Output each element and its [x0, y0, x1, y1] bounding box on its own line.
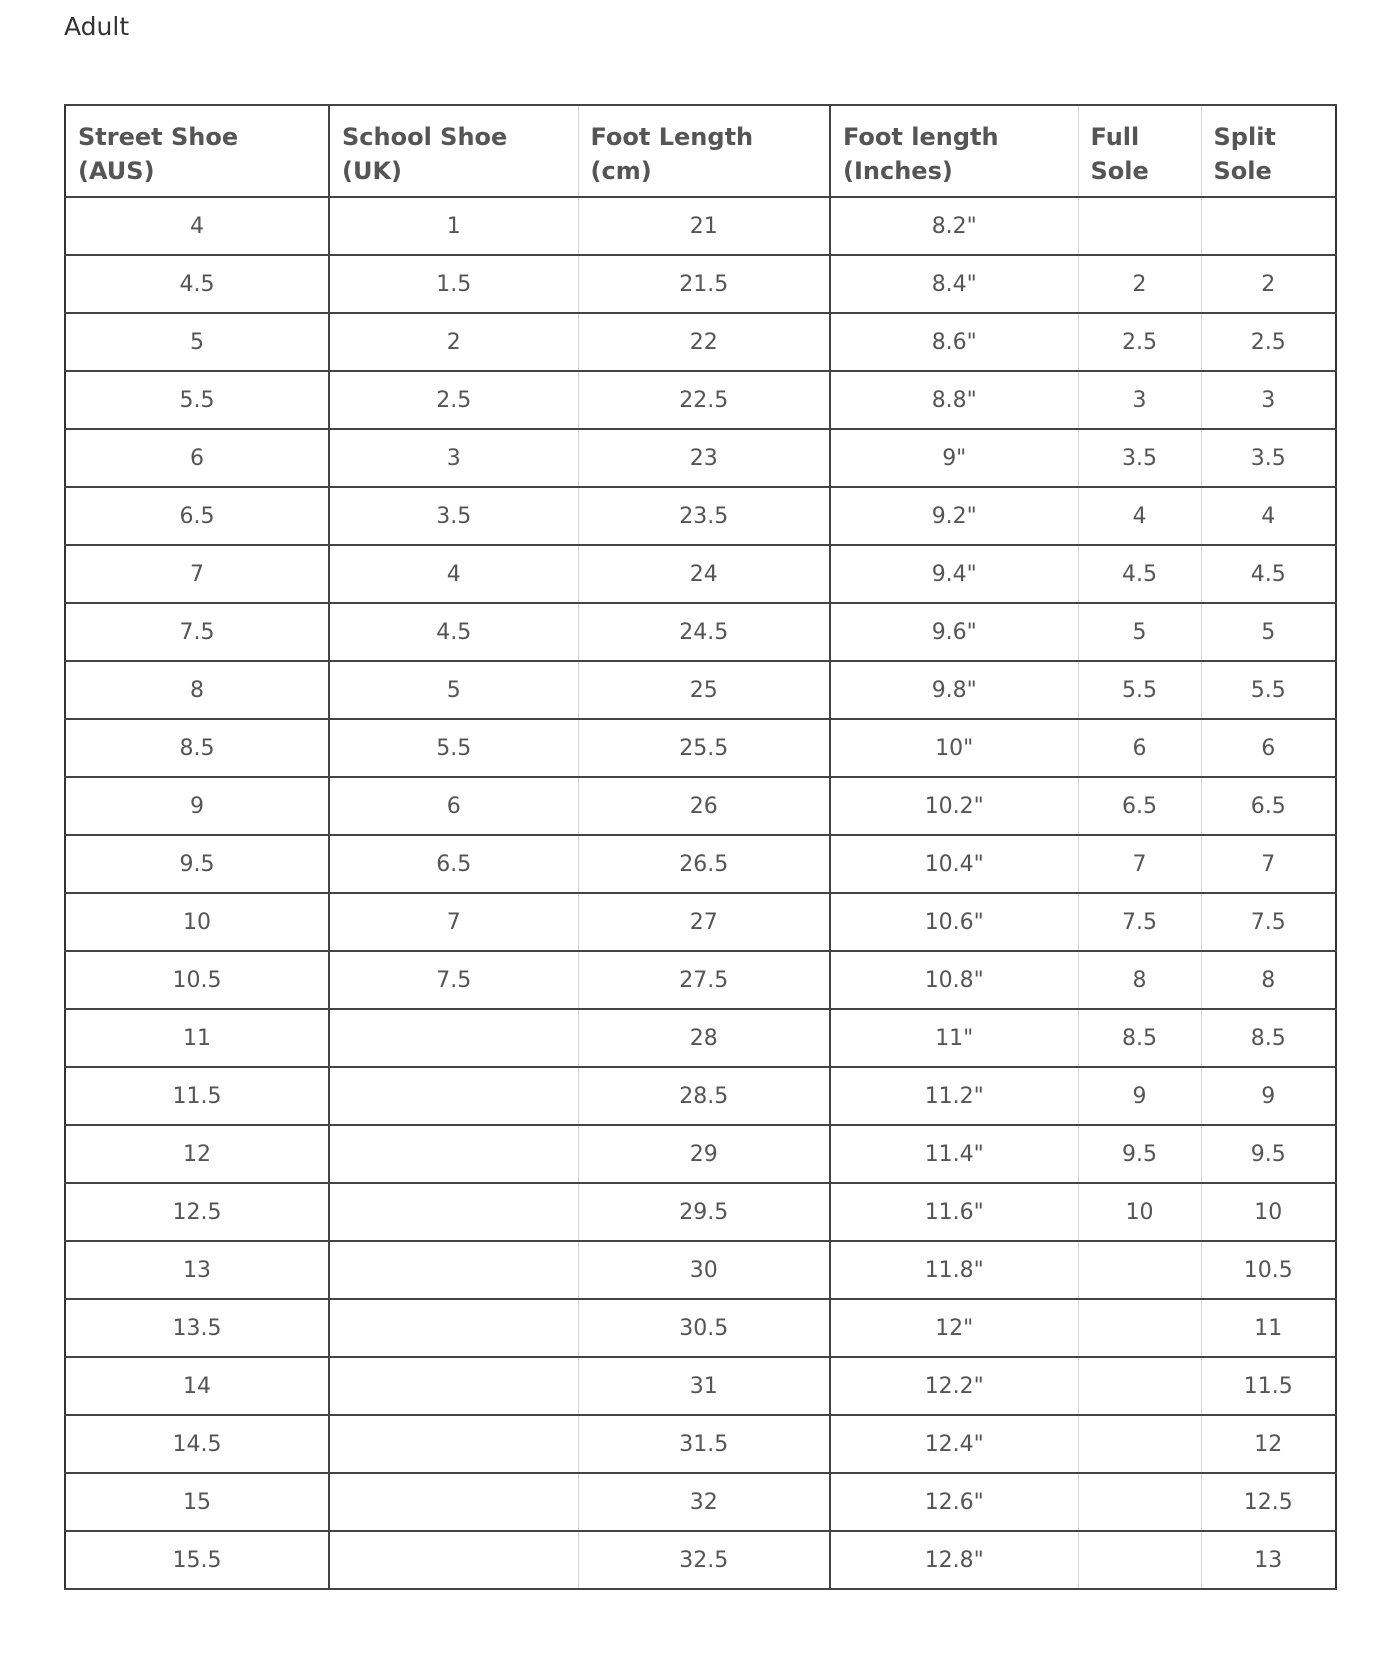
foot-length-cm-cell: 28.5 [578, 1067, 830, 1125]
street-shoe-cell: 13.5 [65, 1299, 329, 1357]
split-sole-cell: 5.5 [1201, 661, 1336, 719]
split-sole-cell: 11 [1201, 1299, 1336, 1357]
split-sole-cell: 6.5 [1201, 777, 1336, 835]
foot-length-cm-cell: 32.5 [578, 1531, 830, 1589]
header-foot-length-inches: Foot length (Inches) [830, 105, 1078, 197]
school-shoe-cell: 7.5 [329, 951, 578, 1009]
school-shoe-cell [329, 1183, 578, 1241]
school-shoe-cell: 1.5 [329, 255, 578, 313]
table-row [65, 1125, 1336, 1183]
foot-length-cm-cell: 26.5 [578, 835, 830, 893]
header-split-sole: Split Sole [1201, 105, 1336, 197]
foot-length-inches-cell: 11.8" [830, 1241, 1078, 1299]
full-sole-cell: 3 [1078, 371, 1201, 429]
foot-length-cm-cell: 31 [578, 1357, 830, 1415]
table-row [65, 835, 1336, 893]
full-sole-cell: 2.5 [1078, 313, 1201, 371]
split-sole-cell: 5 [1201, 603, 1336, 661]
table-row [65, 1531, 1336, 1589]
foot-length-inches-cell: 10.8" [830, 951, 1078, 1009]
size-chart-table [64, 104, 1337, 1590]
school-shoe-cell [329, 1357, 578, 1415]
table-row [65, 1009, 1336, 1067]
school-shoe-cell: 2.5 [329, 371, 578, 429]
foot-length-cm-cell: 21 [578, 197, 830, 255]
header-foot-length-cm: Foot Length (cm) [578, 105, 830, 197]
foot-length-inches-cell: 9" [830, 429, 1078, 487]
foot-length-cm-cell: 22.5 [578, 371, 830, 429]
school-shoe-cell: 4.5 [329, 603, 578, 661]
split-sole-cell: 12.5 [1201, 1473, 1336, 1531]
foot-length-cm-cell: 30.5 [578, 1299, 830, 1357]
street-shoe-cell: 15 [65, 1473, 329, 1531]
full-sole-cell: 2 [1078, 255, 1201, 313]
school-shoe-cell: 6 [329, 777, 578, 835]
full-sole-cell [1078, 1299, 1201, 1357]
split-sole-cell: 4.5 [1201, 545, 1336, 603]
full-sole-cell: 9.5 [1078, 1125, 1201, 1183]
foot-length-inches-cell: 12" [830, 1299, 1078, 1357]
split-sole-cell: 9.5 [1201, 1125, 1336, 1183]
table-row [65, 197, 1336, 255]
table-row [65, 1067, 1336, 1125]
table-row [65, 371, 1336, 429]
school-shoe-cell [329, 1125, 578, 1183]
table-row [65, 1241, 1336, 1299]
street-shoe-cell: 12.5 [65, 1183, 329, 1241]
school-shoe-cell [329, 1067, 578, 1125]
table-row [65, 661, 1336, 719]
street-shoe-cell: 12 [65, 1125, 329, 1183]
foot-length-inches-cell: 9.2" [830, 487, 1078, 545]
school-shoe-cell: 5 [329, 661, 578, 719]
split-sole-cell: 4 [1201, 487, 1336, 545]
school-shoe-cell: 1 [329, 197, 578, 255]
header-street-shoe: Street Shoe (AUS) [65, 105, 329, 197]
split-sole-cell: 2.5 [1201, 313, 1336, 371]
school-shoe-cell [329, 1009, 578, 1067]
school-shoe-cell: 3 [329, 429, 578, 487]
split-sole-cell [1201, 197, 1336, 255]
full-sole-cell [1078, 197, 1201, 255]
foot-length-cm-cell: 24.5 [578, 603, 830, 661]
table-row [65, 487, 1336, 545]
split-sole-cell: 10 [1201, 1183, 1336, 1241]
split-sole-cell: 10.5 [1201, 1241, 1336, 1299]
street-shoe-cell: 13 [65, 1241, 329, 1299]
full-sole-cell: 4 [1078, 487, 1201, 545]
foot-length-inches-cell: 10" [830, 719, 1078, 777]
foot-length-cm-cell: 24 [578, 545, 830, 603]
street-shoe-cell: 7.5 [65, 603, 329, 661]
foot-length-inches-cell: 12.6" [830, 1473, 1078, 1531]
page-title: Adult [64, 12, 130, 41]
school-shoe-cell: 4 [329, 545, 578, 603]
table-row [65, 1415, 1336, 1473]
school-shoe-cell [329, 1241, 578, 1299]
foot-length-cm-cell: 25.5 [578, 719, 830, 777]
full-sole-cell: 8.5 [1078, 1009, 1201, 1067]
school-shoe-cell: 2 [329, 313, 578, 371]
table-row [65, 545, 1336, 603]
table-row [65, 893, 1336, 951]
foot-length-cm-cell: 27 [578, 893, 830, 951]
foot-length-inches-cell: 11.6" [830, 1183, 1078, 1241]
full-sole-cell: 4.5 [1078, 545, 1201, 603]
foot-length-cm-cell: 30 [578, 1241, 830, 1299]
foot-length-inches-cell: 8.6" [830, 313, 1078, 371]
school-shoe-cell [329, 1299, 578, 1357]
header-row [65, 105, 1336, 197]
foot-length-inches-cell: 12.2" [830, 1357, 1078, 1415]
street-shoe-cell: 14.5 [65, 1415, 329, 1473]
foot-length-inches-cell: 11" [830, 1009, 1078, 1067]
foot-length-cm-cell: 25 [578, 661, 830, 719]
full-sole-cell [1078, 1415, 1201, 1473]
school-shoe-cell [329, 1415, 578, 1473]
split-sole-cell: 13 [1201, 1531, 1336, 1589]
full-sole-cell: 7 [1078, 835, 1201, 893]
street-shoe-cell: 8 [65, 661, 329, 719]
full-sole-cell: 9 [1078, 1067, 1201, 1125]
full-sole-cell [1078, 1473, 1201, 1531]
foot-length-cm-cell: 23 [578, 429, 830, 487]
split-sole-cell: 6 [1201, 719, 1336, 777]
street-shoe-cell: 9.5 [65, 835, 329, 893]
street-shoe-cell: 14 [65, 1357, 329, 1415]
full-sole-cell: 6.5 [1078, 777, 1201, 835]
foot-length-inches-cell: 10.6" [830, 893, 1078, 951]
street-shoe-cell: 4 [65, 197, 329, 255]
split-sole-cell: 11.5 [1201, 1357, 1336, 1415]
foot-length-cm-cell: 22 [578, 313, 830, 371]
split-sole-cell: 8.5 [1201, 1009, 1336, 1067]
split-sole-cell: 12 [1201, 1415, 1336, 1473]
school-shoe-cell: 3.5 [329, 487, 578, 545]
school-shoe-cell: 7 [329, 893, 578, 951]
foot-length-inches-cell: 12.4" [830, 1415, 1078, 1473]
school-shoe-cell: 6.5 [329, 835, 578, 893]
foot-length-inches-cell: 12.8" [830, 1531, 1078, 1589]
table-row [65, 1357, 1336, 1415]
header-full-sole: Full Sole [1078, 105, 1201, 197]
table-row [65, 1473, 1336, 1531]
table-row [65, 429, 1336, 487]
full-sole-cell [1078, 1357, 1201, 1415]
street-shoe-cell: 6.5 [65, 487, 329, 545]
split-sole-cell: 9 [1201, 1067, 1336, 1125]
header-school-shoe: School Shoe (UK) [329, 105, 578, 197]
street-shoe-cell: 5.5 [65, 371, 329, 429]
street-shoe-cell: 8.5 [65, 719, 329, 777]
foot-length-cm-cell: 29.5 [578, 1183, 830, 1241]
full-sole-cell: 5.5 [1078, 661, 1201, 719]
foot-length-inches-cell: 9.6" [830, 603, 1078, 661]
table-row [65, 719, 1336, 777]
foot-length-cm-cell: 21.5 [578, 255, 830, 313]
table-row [65, 1183, 1336, 1241]
split-sole-cell: 7.5 [1201, 893, 1336, 951]
table-row [65, 603, 1336, 661]
foot-length-cm-cell: 31.5 [578, 1415, 830, 1473]
foot-length-cm-cell: 23.5 [578, 487, 830, 545]
foot-length-inches-cell: 11.2" [830, 1067, 1078, 1125]
street-shoe-cell: 9 [65, 777, 329, 835]
split-sole-cell: 3.5 [1201, 429, 1336, 487]
street-shoe-cell: 4.5 [65, 255, 329, 313]
school-shoe-cell: 5.5 [329, 719, 578, 777]
full-sole-cell: 6 [1078, 719, 1201, 777]
split-sole-cell: 2 [1201, 255, 1336, 313]
foot-length-inches-cell: 9.4" [830, 545, 1078, 603]
school-shoe-cell [329, 1473, 578, 1531]
foot-length-inches-cell: 8.8" [830, 371, 1078, 429]
split-sole-cell: 3 [1201, 371, 1336, 429]
foot-length-inches-cell: 11.4" [830, 1125, 1078, 1183]
foot-length-cm-cell: 27.5 [578, 951, 830, 1009]
foot-length-cm-cell: 32 [578, 1473, 830, 1531]
table-row [65, 951, 1336, 1009]
full-sole-cell [1078, 1241, 1201, 1299]
split-sole-cell: 8 [1201, 951, 1336, 1009]
street-shoe-cell: 7 [65, 545, 329, 603]
school-shoe-cell [329, 1531, 578, 1589]
size-table-body [65, 197, 1336, 1589]
street-shoe-cell: 11.5 [65, 1067, 329, 1125]
street-shoe-cell: 5 [65, 313, 329, 371]
foot-length-cm-cell: 26 [578, 777, 830, 835]
foot-length-cm-cell: 28 [578, 1009, 830, 1067]
foot-length-inches-cell: 8.4" [830, 255, 1078, 313]
table-row [65, 313, 1336, 371]
table-row [65, 255, 1336, 313]
table-row [65, 777, 1336, 835]
full-sole-cell: 5 [1078, 603, 1201, 661]
street-shoe-cell: 15.5 [65, 1531, 329, 1589]
foot-length-inches-cell: 8.2" [830, 197, 1078, 255]
street-shoe-cell: 11 [65, 1009, 329, 1067]
street-shoe-cell: 10 [65, 893, 329, 951]
full-sole-cell: 8 [1078, 951, 1201, 1009]
foot-length-inches-cell: 10.2" [830, 777, 1078, 835]
foot-length-inches-cell: 10.4" [830, 835, 1078, 893]
table-row [65, 1299, 1336, 1357]
split-sole-cell: 7 [1201, 835, 1336, 893]
full-sole-cell: 10 [1078, 1183, 1201, 1241]
foot-length-inches-cell: 9.8" [830, 661, 1078, 719]
full-sole-cell: 7.5 [1078, 893, 1201, 951]
full-sole-cell: 3.5 [1078, 429, 1201, 487]
street-shoe-cell: 6 [65, 429, 329, 487]
foot-length-cm-cell: 29 [578, 1125, 830, 1183]
street-shoe-cell: 10.5 [65, 951, 329, 1009]
full-sole-cell [1078, 1531, 1201, 1589]
